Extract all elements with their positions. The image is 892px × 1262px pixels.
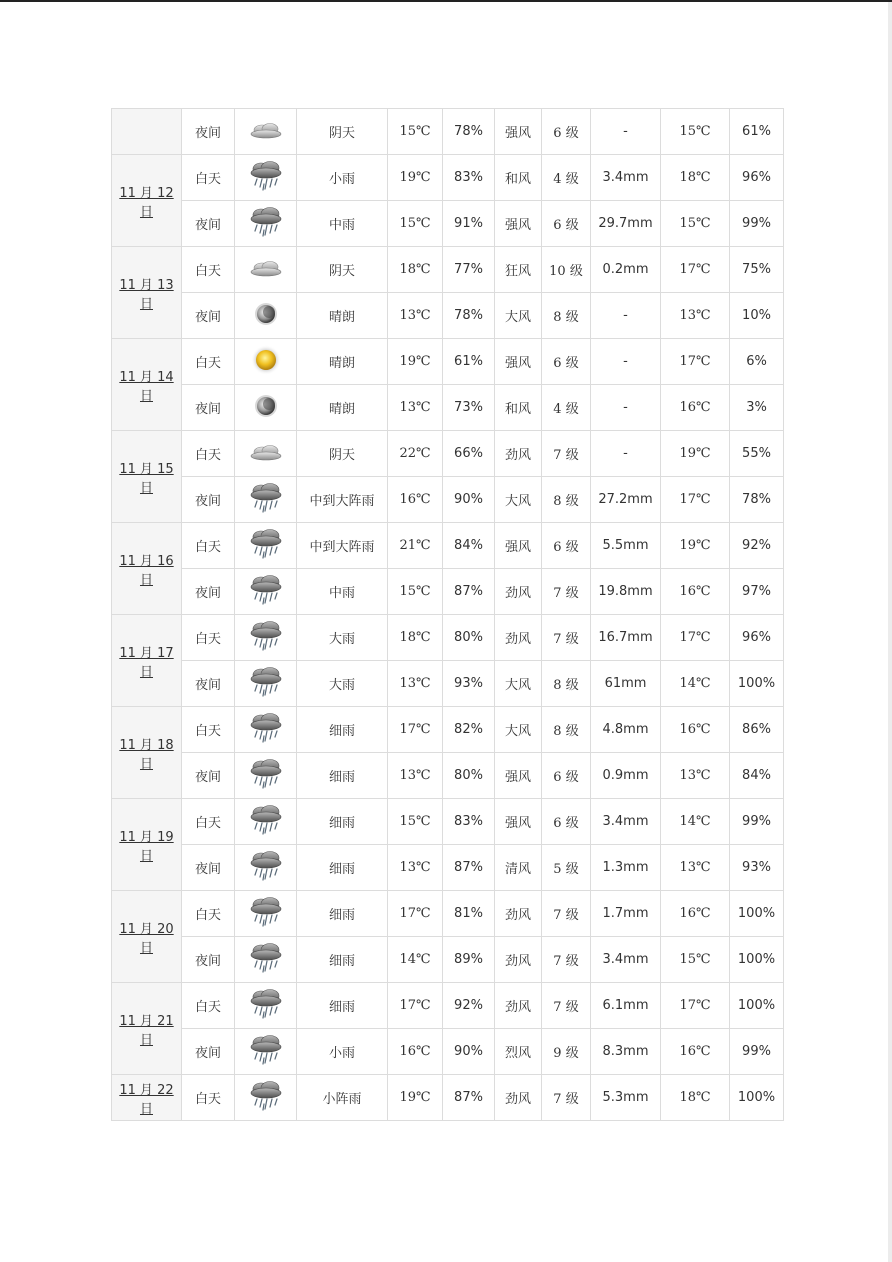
- cloud-cover: 100%: [730, 661, 784, 707]
- wind-type: 强风: [495, 799, 542, 845]
- rain-icon: [249, 620, 283, 656]
- cloud-cover: 92%: [730, 523, 784, 569]
- temperature: 15℃: [388, 799, 443, 845]
- temperature: 18℃: [388, 615, 443, 661]
- weather-icon-cell: [235, 983, 297, 1029]
- page-right-shade: [888, 2, 892, 1262]
- wind-type: 劲风: [495, 983, 542, 1029]
- humidity: 77%: [443, 247, 495, 293]
- cloud-cover: 96%: [730, 615, 784, 661]
- period-label: 白天: [182, 891, 235, 937]
- cloud-cover: 78%: [730, 477, 784, 523]
- period-label: 夜间: [182, 845, 235, 891]
- wind-level: 7 级: [542, 615, 591, 661]
- date-link[interactable]: 11 月 12 日: [112, 155, 182, 247]
- table-row: [112, 431, 784, 477]
- precipitation: 16.7mm: [591, 615, 661, 661]
- precipitation: -: [591, 339, 661, 385]
- feels-like-temperature: 17℃: [661, 983, 730, 1029]
- cloud-cover: 55%: [730, 431, 784, 477]
- wind-type: 和风: [495, 155, 542, 201]
- period-label: 夜间: [182, 477, 235, 523]
- rain-icon: [249, 206, 283, 242]
- weather-description: 中雨: [297, 201, 388, 247]
- cloud-cover: 10%: [730, 293, 784, 339]
- table-row: [112, 1029, 784, 1075]
- date-link[interactable]: 11 月 20 日: [112, 891, 182, 983]
- rain-icon: [249, 712, 283, 748]
- date-link[interactable]: 11 月 16 日: [112, 523, 182, 615]
- weather-icon-cell: [235, 155, 297, 201]
- temperature: 15℃: [388, 569, 443, 615]
- date-link[interactable]: 11 月 15 日: [112, 431, 182, 523]
- rain-icon: [249, 804, 283, 840]
- precipitation: 19.8mm: [591, 569, 661, 615]
- wind-level: 6 级: [542, 339, 591, 385]
- weather-icon-cell: [235, 707, 297, 753]
- temperature: 19℃: [388, 339, 443, 385]
- date-link[interactable]: 11 月 13 日: [112, 247, 182, 339]
- weather-description: 中到大阵雨: [297, 523, 388, 569]
- weather-icon-cell: [235, 615, 297, 661]
- date-link[interactable]: 11 月 17 日: [112, 615, 182, 707]
- period-label: 夜间: [182, 109, 235, 155]
- wind-type: 劲风: [495, 615, 542, 661]
- weather-description: 细雨: [297, 799, 388, 845]
- sunny-icon: [249, 344, 283, 380]
- humidity: 90%: [443, 1029, 495, 1075]
- temperature: 13℃: [388, 661, 443, 707]
- wind-level: 6 级: [542, 799, 591, 845]
- table-row: [112, 983, 784, 1029]
- wind-level: 6 级: [542, 109, 591, 155]
- precipitation: 8.3mm: [591, 1029, 661, 1075]
- cloud-cover: 100%: [730, 983, 784, 1029]
- weather-icon-cell: [235, 1075, 297, 1121]
- wind-level: 8 级: [542, 707, 591, 753]
- rain-icon: [249, 574, 283, 610]
- period-label: 白天: [182, 339, 235, 385]
- rain-icon: [249, 528, 283, 564]
- temperature: 19℃: [388, 155, 443, 201]
- date-cell: [112, 109, 182, 155]
- weather-icon-cell: [235, 845, 297, 891]
- rain-icon: [249, 1034, 283, 1070]
- temperature: 22℃: [388, 431, 443, 477]
- temperature: 17℃: [388, 983, 443, 1029]
- precipitation: 61mm: [591, 661, 661, 707]
- feels-like-temperature: 13℃: [661, 845, 730, 891]
- wind-type: 劲风: [495, 891, 542, 937]
- table-row: [112, 569, 784, 615]
- rain-icon: [249, 942, 283, 978]
- weather-description: 晴朗: [297, 293, 388, 339]
- weather-description: 大雨: [297, 615, 388, 661]
- date-link[interactable]: 11 月 18 日: [112, 707, 182, 799]
- wind-type: 大风: [495, 477, 542, 523]
- weather-description: 阴天: [297, 109, 388, 155]
- feels-like-temperature: 15℃: [661, 937, 730, 983]
- weather-icon-cell: [235, 293, 297, 339]
- rain-icon: [249, 988, 283, 1024]
- wind-type: 劲风: [495, 937, 542, 983]
- date-link[interactable]: 11 月 22 日: [112, 1075, 182, 1121]
- feels-like-temperature: 18℃: [661, 1075, 730, 1121]
- period-label: 夜间: [182, 385, 235, 431]
- wind-type: 烈风: [495, 1029, 542, 1075]
- weather-icon-cell: [235, 339, 297, 385]
- precipitation: 3.4mm: [591, 155, 661, 201]
- rain-icon: [249, 758, 283, 794]
- overcast-icon: [249, 441, 283, 467]
- precipitation: 27.2mm: [591, 477, 661, 523]
- feels-like-temperature: 15℃: [661, 201, 730, 247]
- feels-like-temperature: 17℃: [661, 615, 730, 661]
- temperature: 14℃: [388, 937, 443, 983]
- wind-type: 强风: [495, 523, 542, 569]
- precipitation: 5.3mm: [591, 1075, 661, 1121]
- weather-description: 大雨: [297, 661, 388, 707]
- temperature: 15℃: [388, 109, 443, 155]
- table-row: [112, 891, 784, 937]
- cloud-cover: 6%: [730, 339, 784, 385]
- feels-like-temperature: 17℃: [661, 477, 730, 523]
- period-label: 夜间: [182, 569, 235, 615]
- weather-icon-cell: [235, 569, 297, 615]
- weather-icon-cell: [235, 431, 297, 477]
- wind-level: 6 级: [542, 753, 591, 799]
- weather-description: 小雨: [297, 155, 388, 201]
- cloud-cover: 93%: [730, 845, 784, 891]
- precipitation: 0.2mm: [591, 247, 661, 293]
- temperature: 15℃: [388, 201, 443, 247]
- weather-icon-cell: [235, 523, 297, 569]
- rain-icon: [249, 1080, 283, 1116]
- wind-type: 狂风: [495, 247, 542, 293]
- weather-description: 细雨: [297, 983, 388, 1029]
- wind-type: 强风: [495, 109, 542, 155]
- period-label: 白天: [182, 431, 235, 477]
- feels-like-temperature: 16℃: [661, 707, 730, 753]
- table-row: [112, 247, 784, 293]
- precipitation: -: [591, 293, 661, 339]
- table-row: [112, 845, 784, 891]
- humidity: 83%: [443, 799, 495, 845]
- period-label: 白天: [182, 799, 235, 845]
- wind-type: 和风: [495, 385, 542, 431]
- weather-icon-cell: [235, 891, 297, 937]
- temperature: 13℃: [388, 293, 443, 339]
- precipitation: 1.7mm: [591, 891, 661, 937]
- table-row: [112, 109, 784, 155]
- precipitation: 5.5mm: [591, 523, 661, 569]
- period-label: 白天: [182, 523, 235, 569]
- humidity: 73%: [443, 385, 495, 431]
- cloud-cover: 100%: [730, 891, 784, 937]
- precipitation: 4.8mm: [591, 707, 661, 753]
- wind-type: 强风: [495, 339, 542, 385]
- wind-type: 大风: [495, 293, 542, 339]
- humidity: 91%: [443, 201, 495, 247]
- temperature: 13℃: [388, 753, 443, 799]
- date-link[interactable]: 11 月 21 日: [112, 983, 182, 1075]
- period-label: 白天: [182, 155, 235, 201]
- wind-level: 10 级: [542, 247, 591, 293]
- cloud-cover: 96%: [730, 155, 784, 201]
- weather-icon-cell: [235, 799, 297, 845]
- clear-night-icon: [252, 393, 280, 423]
- period-label: 夜间: [182, 201, 235, 247]
- feels-like-temperature: 14℃: [661, 799, 730, 845]
- humidity: 87%: [443, 845, 495, 891]
- table-row: [112, 707, 784, 753]
- rain-icon: [249, 850, 283, 886]
- weather-icon-cell: [235, 201, 297, 247]
- weather-description: 细雨: [297, 707, 388, 753]
- table-row: [112, 799, 784, 845]
- feels-like-temperature: 13℃: [661, 293, 730, 339]
- table-row: [112, 477, 784, 523]
- wind-level: 6 级: [542, 523, 591, 569]
- cloud-cover: 84%: [730, 753, 784, 799]
- table-row: [112, 293, 784, 339]
- wind-level: 7 级: [542, 937, 591, 983]
- period-label: 白天: [182, 1075, 235, 1121]
- feels-like-temperature: 14℃: [661, 661, 730, 707]
- cloud-cover: 99%: [730, 201, 784, 247]
- weather-description: 中到大阵雨: [297, 477, 388, 523]
- table-row: [112, 661, 784, 707]
- wind-level: 8 级: [542, 477, 591, 523]
- weather-description: 阴天: [297, 431, 388, 477]
- wind-level: 7 级: [542, 1075, 591, 1121]
- wind-level: 7 级: [542, 891, 591, 937]
- humidity: 66%: [443, 431, 495, 477]
- wind-level: 7 级: [542, 569, 591, 615]
- feels-like-temperature: 16℃: [661, 385, 730, 431]
- clear-night-icon: [252, 301, 280, 331]
- humidity: 83%: [443, 155, 495, 201]
- date-link[interactable]: 11 月 19 日: [112, 799, 182, 891]
- table-row: [112, 523, 784, 569]
- page-top-border: [0, 0, 892, 2]
- feels-like-temperature: 13℃: [661, 753, 730, 799]
- wind-type: 大风: [495, 661, 542, 707]
- wind-level: 5 级: [542, 845, 591, 891]
- humidity: 87%: [443, 569, 495, 615]
- weather-description: 晴朗: [297, 339, 388, 385]
- feels-like-temperature: 16℃: [661, 1029, 730, 1075]
- rain-icon: [249, 896, 283, 932]
- humidity: 78%: [443, 293, 495, 339]
- humidity: 80%: [443, 615, 495, 661]
- rain-icon: [249, 160, 283, 196]
- humidity: 87%: [443, 1075, 495, 1121]
- table-row: [112, 1075, 784, 1121]
- wind-type: 强风: [495, 753, 542, 799]
- feels-like-temperature: 16℃: [661, 891, 730, 937]
- weather-icon-cell: [235, 937, 297, 983]
- feels-like-temperature: 16℃: [661, 569, 730, 615]
- cloud-cover: 99%: [730, 1029, 784, 1075]
- precipitation: -: [591, 385, 661, 431]
- period-label: 白天: [182, 615, 235, 661]
- feels-like-temperature: 15℃: [661, 109, 730, 155]
- wind-level: 7 级: [542, 983, 591, 1029]
- overcast-icon: [249, 119, 283, 145]
- period-label: 白天: [182, 247, 235, 293]
- cloud-cover: 3%: [730, 385, 784, 431]
- wind-type: 大风: [495, 707, 542, 753]
- humidity: 90%: [443, 477, 495, 523]
- weather-icon-cell: [235, 477, 297, 523]
- weather-description: 细雨: [297, 891, 388, 937]
- humidity: 82%: [443, 707, 495, 753]
- wind-type: 劲风: [495, 1075, 542, 1121]
- weather-description: 细雨: [297, 753, 388, 799]
- wind-level: 8 级: [542, 293, 591, 339]
- feels-like-temperature: 18℃: [661, 155, 730, 201]
- precipitation: 29.7mm: [591, 201, 661, 247]
- weather-icon-cell: [235, 385, 297, 431]
- humidity: 80%: [443, 753, 495, 799]
- cloud-cover: 61%: [730, 109, 784, 155]
- weather-description: 小阵雨: [297, 1075, 388, 1121]
- period-label: 夜间: [182, 661, 235, 707]
- period-label: 夜间: [182, 753, 235, 799]
- weather-description: 中雨: [297, 569, 388, 615]
- cloud-cover: 86%: [730, 707, 784, 753]
- period-label: 夜间: [182, 1029, 235, 1075]
- precipitation: 3.4mm: [591, 937, 661, 983]
- wind-type: 清风: [495, 845, 542, 891]
- humidity: 81%: [443, 891, 495, 937]
- cloud-cover: 97%: [730, 569, 784, 615]
- table-row: [112, 753, 784, 799]
- wind-level: 7 级: [542, 431, 591, 477]
- weather-icon-cell: [235, 109, 297, 155]
- temperature: 16℃: [388, 1029, 443, 1075]
- humidity: 92%: [443, 983, 495, 1029]
- weather-icon-cell: [235, 753, 297, 799]
- wind-type: 劲风: [495, 569, 542, 615]
- wind-level: 9 级: [542, 1029, 591, 1075]
- feels-like-temperature: 17℃: [661, 247, 730, 293]
- wind-level: 8 级: [542, 661, 591, 707]
- weather-icon-cell: [235, 1029, 297, 1075]
- period-label: 夜间: [182, 293, 235, 339]
- wind-level: 6 级: [542, 201, 591, 247]
- weather-table-body: [112, 109, 784, 1121]
- precipitation: 6.1mm: [591, 983, 661, 1029]
- rain-icon: [249, 666, 283, 702]
- temperature: 21℃: [388, 523, 443, 569]
- weather-description: 晴朗: [297, 385, 388, 431]
- precipitation: -: [591, 109, 661, 155]
- precipitation: 0.9mm: [591, 753, 661, 799]
- weather-description: 阴天: [297, 247, 388, 293]
- temperature: 13℃: [388, 845, 443, 891]
- overcast-icon: [249, 257, 283, 283]
- precipitation: 3.4mm: [591, 799, 661, 845]
- weather-forecast-table: [111, 108, 784, 1121]
- cloud-cover: 100%: [730, 1075, 784, 1121]
- weather-description: 细雨: [297, 845, 388, 891]
- date-link[interactable]: 11 月 14 日: [112, 339, 182, 431]
- period-label: 白天: [182, 707, 235, 753]
- table-row: [112, 339, 784, 385]
- feels-like-temperature: 19℃: [661, 431, 730, 477]
- precipitation: 1.3mm: [591, 845, 661, 891]
- table-row: [112, 155, 784, 201]
- rain-icon: [249, 482, 283, 518]
- weather-icon-cell: [235, 661, 297, 707]
- cloud-cover: 100%: [730, 937, 784, 983]
- temperature: 17℃: [388, 891, 443, 937]
- cloud-cover: 99%: [730, 799, 784, 845]
- feels-like-temperature: 19℃: [661, 523, 730, 569]
- weather-description: 细雨: [297, 937, 388, 983]
- humidity: 89%: [443, 937, 495, 983]
- temperature: 18℃: [388, 247, 443, 293]
- temperature: 13℃: [388, 385, 443, 431]
- table-row: [112, 201, 784, 247]
- temperature: 17℃: [388, 707, 443, 753]
- temperature: 16℃: [388, 477, 443, 523]
- table-row: [112, 615, 784, 661]
- humidity: 84%: [443, 523, 495, 569]
- weather-description: 小雨: [297, 1029, 388, 1075]
- weather-icon-cell: [235, 247, 297, 293]
- precipitation: -: [591, 431, 661, 477]
- cloud-cover: 75%: [730, 247, 784, 293]
- feels-like-temperature: 17℃: [661, 339, 730, 385]
- temperature: 19℃: [388, 1075, 443, 1121]
- wind-type: 强风: [495, 201, 542, 247]
- humidity: 78%: [443, 109, 495, 155]
- period-label: 夜间: [182, 937, 235, 983]
- table-row: [112, 937, 784, 983]
- period-label: 白天: [182, 983, 235, 1029]
- humidity: 93%: [443, 661, 495, 707]
- humidity: 61%: [443, 339, 495, 385]
- wind-type: 劲风: [495, 431, 542, 477]
- table-row: [112, 385, 784, 431]
- wind-level: 4 级: [542, 155, 591, 201]
- wind-level: 4 级: [542, 385, 591, 431]
